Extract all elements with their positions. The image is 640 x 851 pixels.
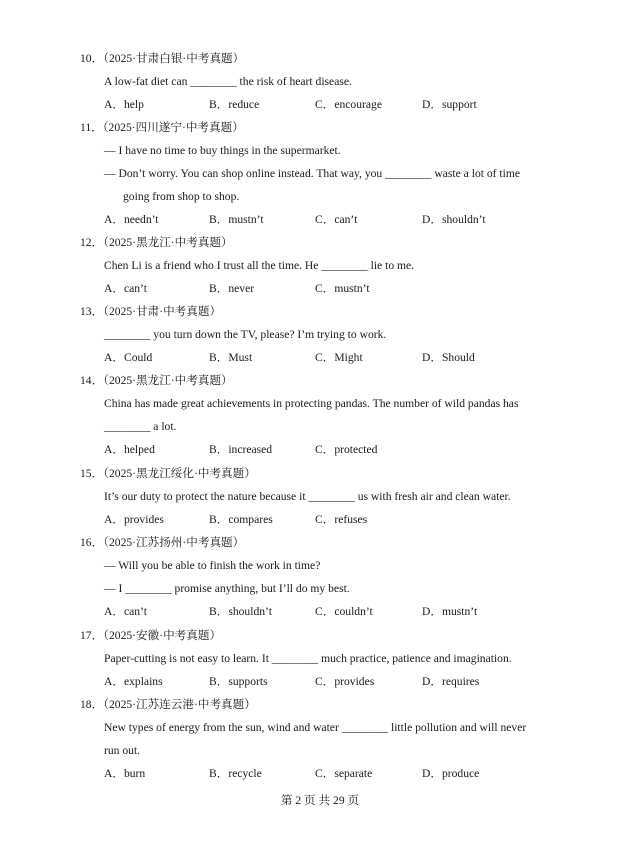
- option-b: B．mustn’t: [209, 213, 264, 226]
- option-a: A．help: [104, 98, 144, 111]
- option-c: C．refuses: [315, 513, 368, 526]
- question-stem: New types of energy from the sun, wind and water ________ little pollution and will never: [104, 721, 527, 734]
- option-b: B．shouldn’t: [209, 605, 272, 618]
- option-b: B．recycle: [209, 767, 262, 780]
- question-header: 13．（2025·甘肃·中考真题）: [80, 305, 222, 318]
- option-c: C．separate: [315, 767, 373, 780]
- question-stem: Paper-cutting is not easy to learn. It ________ much practice, patience and imagination.: [104, 652, 512, 665]
- question-stem: A low-fat diet can ________ the risk of heart disease.: [104, 75, 352, 88]
- option-d: D．support: [422, 98, 477, 111]
- option-a: A．explains: [104, 675, 163, 688]
- question-header: 12．（2025·黑龙江·中考真题）: [80, 236, 233, 249]
- option-c: C．Might: [315, 351, 363, 364]
- option-b: B．Must: [209, 351, 253, 364]
- question-stem: Chen Li is a friend who I trust all the time. He ________ lie to me.: [104, 259, 415, 272]
- question-header: 14．（2025·黑龙江·中考真题）: [80, 374, 233, 387]
- option-d: D．produce: [422, 767, 480, 780]
- question-header: 17．（2025·安徽·中考真题）: [80, 629, 222, 642]
- question-stem: — Don’t worry. You can shop online instead. That way, you ________ waste a lot of time: [104, 167, 521, 180]
- question-stem: ________ you turn down the TV, please? I’m trying to work.: [104, 328, 387, 341]
- option-d: D．mustn’t: [422, 605, 478, 618]
- option-a: A．Could: [104, 351, 153, 364]
- question-header: 15．（2025·黑龙江绥化·中考真题）: [80, 467, 256, 480]
- question-stem: It’s our duty to protect the nature because it ________ us with fresh air and clean water.: [104, 490, 511, 503]
- option-a: A．burn: [104, 767, 146, 780]
- option-b: B．compares: [209, 513, 273, 526]
- question-header: 11．（2025·四川遂宁·中考真题）: [80, 121, 244, 134]
- question-header: 18．（2025·江苏连云港·中考真题）: [80, 698, 256, 711]
- question-stem: ________ a lot.: [104, 420, 177, 433]
- question-stem: — I ________ promise anything, but I’ll do my best.: [104, 582, 350, 595]
- question-stem: run out.: [104, 744, 141, 757]
- option-a: A．can’t: [104, 605, 147, 618]
- question-stem: — Will you be able to finish the work in time?: [104, 559, 321, 572]
- question-stem: China has made great achievements in protecting pandas. The number of wild pandas has: [104, 397, 519, 410]
- option-c: C．encourage: [315, 98, 382, 111]
- question-stem: going from shop to shop.: [123, 190, 240, 203]
- option-d: D．Should: [422, 351, 475, 364]
- option-c: C．can’t: [315, 213, 358, 226]
- option-a: A．helped: [104, 443, 155, 456]
- option-a: A．provides: [104, 513, 164, 526]
- option-d: D．shouldn’t: [422, 213, 486, 226]
- page-footer: 第 2 页 共 29 页: [280, 794, 360, 807]
- option-b: B．never: [209, 282, 255, 295]
- question-header: 10．（2025·甘肃白银·中考真题）: [80, 52, 245, 65]
- option-c: C．protected: [315, 443, 378, 456]
- option-d: D．requires: [422, 675, 480, 688]
- question-header: 16．（2025·江苏扬州·中考真题）: [80, 536, 245, 549]
- option-a: A．needn’t: [104, 213, 159, 226]
- question-stem: — I have no time to buy things in the supermarket.: [104, 144, 341, 157]
- option-b: B．increased: [209, 443, 273, 456]
- option-c: C．provides: [315, 675, 375, 688]
- option-b: B．reduce: [209, 98, 260, 111]
- option-b: B．supports: [209, 675, 268, 688]
- option-c: C．mustn’t: [315, 282, 370, 295]
- option-c: C．couldn’t: [315, 605, 373, 618]
- option-a: A．can’t: [104, 282, 147, 295]
